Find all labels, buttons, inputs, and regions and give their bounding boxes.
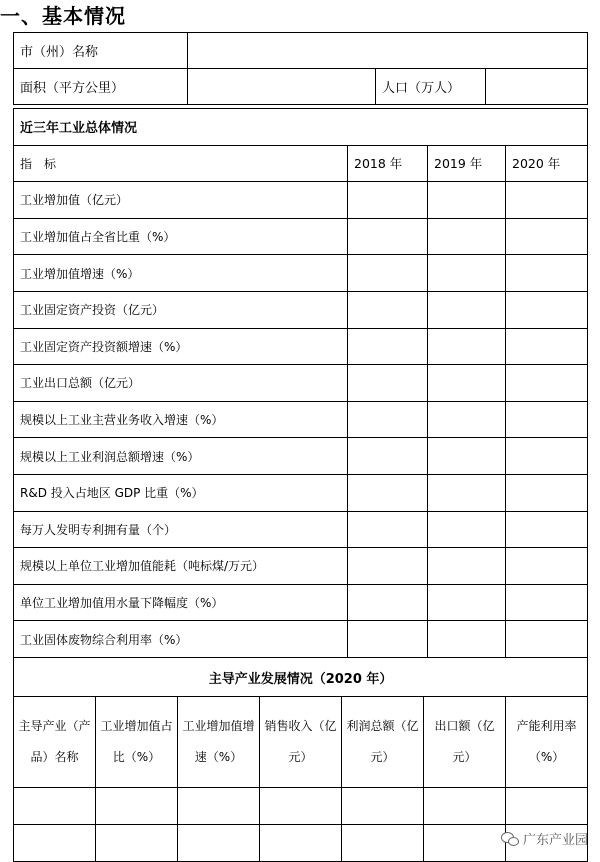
leading-value-cell[interactable] [14,825,96,862]
indicator-label: 工业固体废物综合利用率（%） [14,621,348,658]
indicator-row [14,218,588,255]
page-title: 一、基本情况 [0,4,126,28]
indicator-value-cell[interactable] [506,474,588,511]
leading-data-row [14,788,588,825]
indicator-value-cell[interactable] [428,218,506,255]
indicator-value-cell[interactable] [348,584,428,621]
indicator-row [14,438,588,475]
indicator-row [14,365,588,402]
indicator-value-cell[interactable] [506,584,588,621]
indicator-value-cell[interactable] [348,438,428,475]
indicator-label: 工业增加值增速（%） [14,255,348,292]
wechat-icon [501,832,519,846]
indicator-value-cell[interactable] [428,474,506,511]
indicator-label: 工业增加值（亿元） [14,182,348,219]
indicator-row [14,401,588,438]
indicator-value-cell[interactable] [348,511,428,548]
population-value-cell[interactable] [486,69,588,105]
leading-column-label: 产能利用率（%） [516,719,577,764]
indicator-row [14,328,588,365]
industry-section-row [14,109,588,146]
leading-column-header [260,697,342,788]
indicator-value-cell[interactable] [348,474,428,511]
indicator-value-cell[interactable] [348,255,428,292]
indicator-row [14,182,588,219]
leading-column-header [506,697,588,788]
indicator-value-cell[interactable] [348,621,428,658]
leading-header-row [14,697,588,788]
indicator-label: 规模以上工业利润总额增速（%） [14,438,348,475]
leading-column-label: 主导产业（产品）名称 [18,719,91,764]
indicator-value-cell[interactable] [506,182,588,219]
indicator-value-cell[interactable] [348,401,428,438]
watermark-text: 广东产业园 [522,833,588,848]
indicator-label: 规模以上工业主营业务收入增速（%） [14,401,348,438]
leading-value-cell[interactable] [96,825,178,862]
indicator-value-cell[interactable] [506,548,588,585]
indicator-value-cell[interactable] [428,291,506,328]
indicator-value-cell[interactable] [428,365,506,402]
indicator-value-cell[interactable] [506,218,588,255]
indicator-value-cell[interactable] [348,182,428,219]
indicator-value-cell[interactable] [428,182,506,219]
leading-column-header [14,697,96,788]
leading-value-cell[interactable] [342,825,424,862]
indicator-value-cell[interactable] [506,511,588,548]
year-header-2018: 2018 年 [348,145,428,182]
indicator-value-cell[interactable] [506,255,588,292]
basic-info-table [13,32,588,105]
indicator-row [14,511,588,548]
leading-value-cell[interactable] [424,788,506,825]
indicator-label: 单位工业增加值用水量下降幅度（%） [14,584,348,621]
indicator-value-cell[interactable] [506,328,588,365]
leading-column-header [342,697,424,788]
indicator-value-cell[interactable] [506,401,588,438]
indicator-label: 每万人发明专利拥有量（个） [14,511,348,548]
indicator-value-cell[interactable] [506,365,588,402]
indicator-value-cell[interactable] [428,511,506,548]
indicator-label: 工业出口总额（亿元） [14,365,348,402]
indicator-value-cell[interactable] [506,438,588,475]
industry-overview-table [13,108,588,658]
indicator-value-cell[interactable] [428,584,506,621]
indicator-value-cell[interactable] [428,438,506,475]
indicator-value-cell[interactable] [428,255,506,292]
leading-value-cell[interactable] [178,788,260,825]
indicator-value-cell[interactable] [348,548,428,585]
leading-value-cell[interactable] [342,788,424,825]
indicator-value-cell[interactable] [428,548,506,585]
leading-column-label: 工业增加值增速（%） [182,719,255,764]
leading-column-header [178,697,260,788]
indicator-row [14,548,588,585]
indicator-value-cell[interactable] [506,291,588,328]
year-header-2020: 2020 年 [506,145,588,182]
indicator-label: R&D 投入占地区 GDP 比重（%） [14,474,348,511]
indicator-value-cell[interactable] [348,291,428,328]
watermark [501,829,588,848]
leading-column-label: 出口额（亿元） [434,719,495,764]
indicator-row [14,584,588,621]
industry-section-title: 近三年工业总体情况 [14,109,588,146]
indicator-value-cell[interactable] [428,621,506,658]
indicator-row [14,474,588,511]
leading-column-header [424,697,506,788]
leading-value-cell[interactable] [424,825,506,862]
leading-value-cell[interactable] [506,788,588,825]
leading-column-label: 销售收入（亿元） [264,719,337,764]
leading-title: 主导产业发展情况（2020 年） [14,658,588,697]
leading-column-header [96,697,178,788]
leading-value-cell[interactable] [14,788,96,825]
indicator-label: 规模以上单位工业增加值能耗（吨标煤/万元） [14,548,348,585]
leading-value-cell[interactable] [260,788,342,825]
indicator-value-cell[interactable] [428,328,506,365]
city-label: 市（州）名称 [14,33,188,69]
indicator-value-cell[interactable] [506,621,588,658]
leading-value-cell[interactable] [260,825,342,862]
year-header-2019: 2019 年 [428,145,506,182]
city-row [14,33,588,69]
leading-value-cell[interactable] [96,788,178,825]
leading-value-cell[interactable] [178,825,260,862]
indicator-label: 工业固定资产投资（亿元） [14,291,348,328]
indicator-row [14,291,588,328]
city-value-cell[interactable] [188,33,588,69]
indicator-value-cell[interactable] [348,365,428,402]
area-value-cell[interactable] [188,69,376,105]
indicator-row [14,621,588,658]
industry-header-row [14,145,588,182]
indicator-label: 工业固定资产投资额增速（%） [14,328,348,365]
area-population-row [14,69,588,105]
indicator-row [14,255,588,292]
indicator-label: 工业增加值占全省比重（%） [14,218,348,255]
indicator-value-cell[interactable] [348,218,428,255]
leading-title-row [14,658,588,697]
leading-column-label: 工业增加值占比（%） [100,719,173,764]
indicator-value-cell[interactable] [348,328,428,365]
indicator-header: 指 标 [14,145,348,182]
leading-column-label: 利润总额（亿元） [346,719,419,764]
area-label: 面积（平方公里） [14,69,188,105]
indicator-value-cell[interactable] [428,401,506,438]
population-label: 人口（万人） [376,69,486,105]
